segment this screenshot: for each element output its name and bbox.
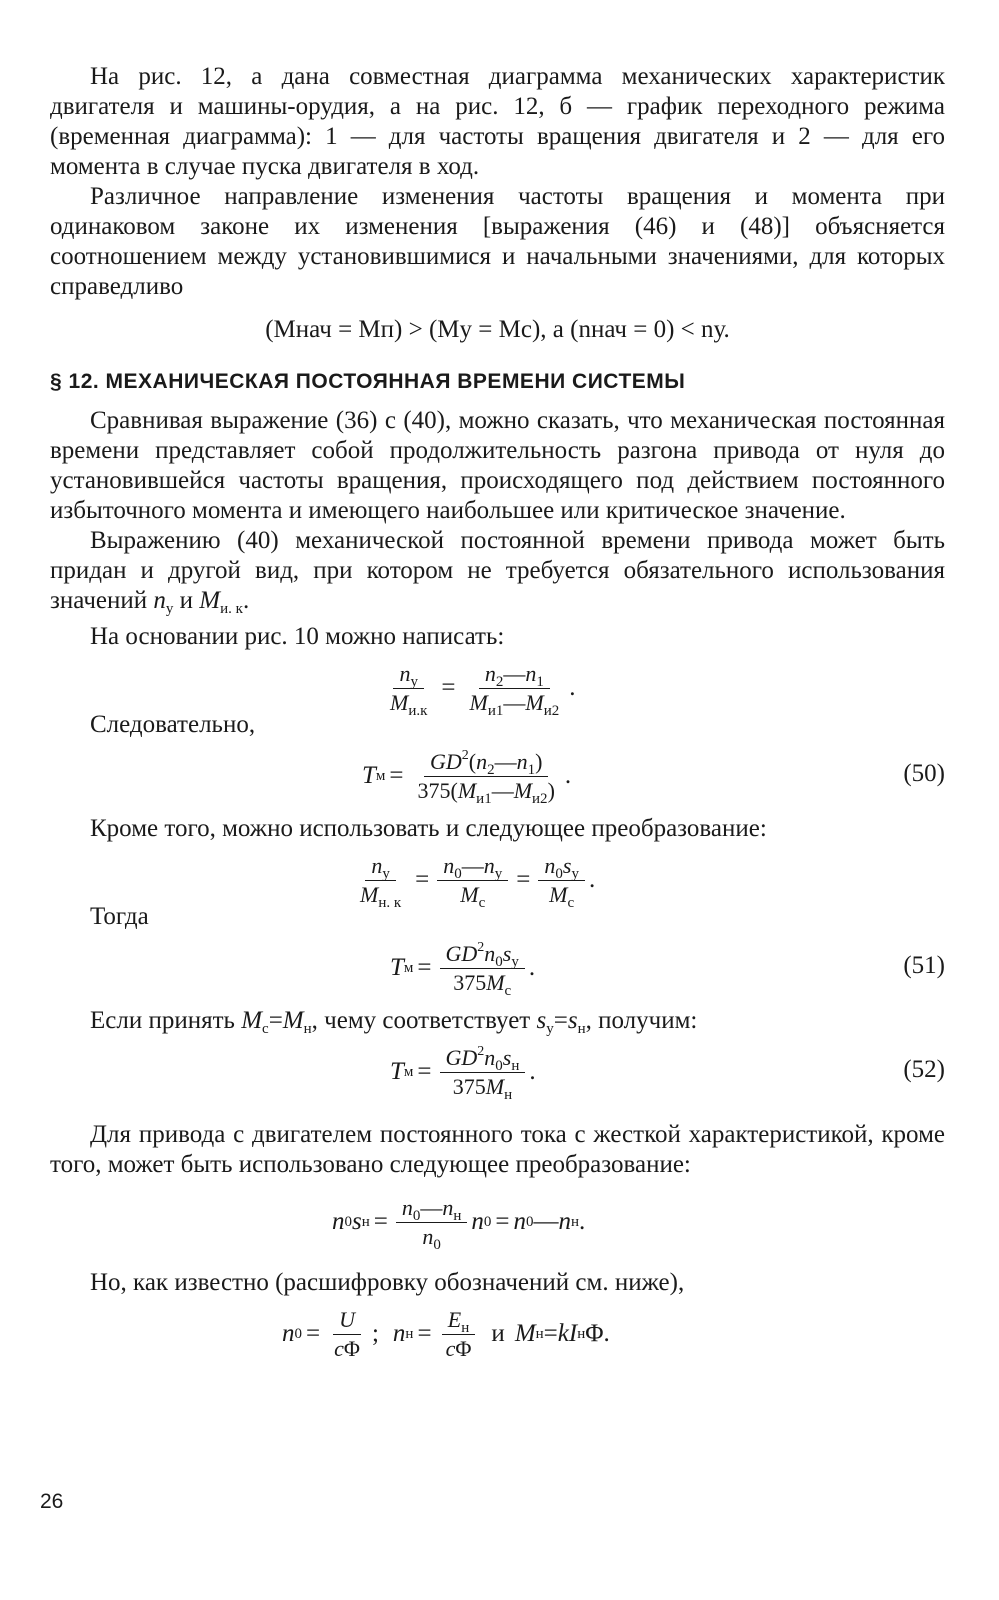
formula-known: n 0 = $\frac{U}{c\Phi}$ ; n н = $\frac{E_н}{c\Phi}$ и M н = kI н Φ. xyxy=(282,1306,610,1361)
formula-50: T м = $\frac{GD^2(n_2—n_1)}{375(M_{и1}—M_{и2})}$ . (50) xyxy=(362,747,945,807)
inequality-formula xyxy=(50,316,945,344)
paragraph-10: Для привода с двигателем постоянного тока с жесткой характеристикой, кроме того, может быть использовано следующее преобразование: xyxy=(50,1121,945,1178)
formula-51: T м = $\frac{GD^2n_0s_у}{375M_с}$ . (51) xyxy=(390,939,945,999)
section-title: § 12. МЕХАНИЧЕСКАЯ ПОСТОЯННАЯ ВРЕМЕНИ СИСТЕМЫ xyxy=(50,370,686,393)
inequality-text: (Mнач = Mп) > (Mу = Mс), а (nнач = 0) < nу. xyxy=(265,316,730,343)
formula-52: T м = $\frac{GD^2n_0s_н}{375M_н}$ . (52) xyxy=(390,1043,945,1103)
paragraph-2: Различное направление изменения частоты вращения и момента при одинаковом законе их изменения [выражения (46) и (48)] объясняется соотношением между установившимися и начальными значениями, для которых справедливо xyxy=(50,183,945,300)
paragraph-8: Тогда xyxy=(90,903,149,930)
paragraph-9-c: , получим: xyxy=(585,1007,698,1034)
equation-number-52: (52) xyxy=(903,1056,945,1083)
formula-known-and: и xyxy=(491,1320,505,1347)
paragraph-5: На основании рис. 10 можно написать: xyxy=(90,623,505,650)
equation-number-51: (51) xyxy=(903,952,945,979)
paragraph-9-b: , чему соответствует xyxy=(311,1007,531,1034)
paragraph-9: Если принять $M_с=M_н$, чему соответствует $s_у=s_н$, получим: xyxy=(90,1007,698,1037)
paragraph-7: Кроме того, можно использовать и следующее преобразование: xyxy=(90,815,767,842)
formula-ratio-1: $\frac{n_у}{M_{и.к}}$ = $\frac{n_2—n_1}{M_{и1}—M_{и2}}$ . xyxy=(390,660,576,719)
paragraph-9-a: Если принять xyxy=(90,1007,235,1034)
formula-ratio-2: $\frac{n_у}{M_{н. к}}$ = $\frac{n_0—n_у}{M_с}$ = $\frac{n_0s_у}{M_с}$ . xyxy=(360,852,596,911)
equation-number-50: (50) xyxy=(903,760,945,787)
paragraph-4: Выражению (40) механической постоянной времени привода может быть придан и другой вид, при котором не требуется обязательного использования значений $n_у$ и $M_{и. к}$. xyxy=(50,527,945,617)
paragraph-4-text: Выражению (40) механической постоянной времени привода может быть придан и другой вид, при котором не требуется обязательного использования значений xyxy=(50,527,945,614)
paragraph-3: Сравнивая выражение (36) с (40), можно сказать, что механическая постоянная времени представляет собой продолжительность разгона привода от нуля до установившейся частоты вращения, происходящего под действием постоянного избыточного момента и имеющего наибольшее или критическое значение. xyxy=(50,407,945,524)
paragraph-6: Следовательно, xyxy=(90,711,256,738)
page-number: 26 xyxy=(40,1490,64,1513)
paragraph-11: Но, как известно (расшифровку обозначений см. ниже), xyxy=(90,1269,685,1296)
paragraph-4-and: и xyxy=(179,587,194,614)
formula-dc-transform: n 0 s н = $\frac{n_0—n_н}{n_0}$ n 0 = n 0 — n н . xyxy=(332,1194,586,1253)
paragraph-1: На рис. 12, а дана совместная диаграмма механических характеристик двигателя и машины-орудия, а на рис. 12, б — график переходного режима (временная диаграмма): 1 — для частоты вращения двигателя и 2 — для его момента в случае пуска двигателя в ход. xyxy=(50,63,945,180)
page-body xyxy=(50,62,945,1370)
